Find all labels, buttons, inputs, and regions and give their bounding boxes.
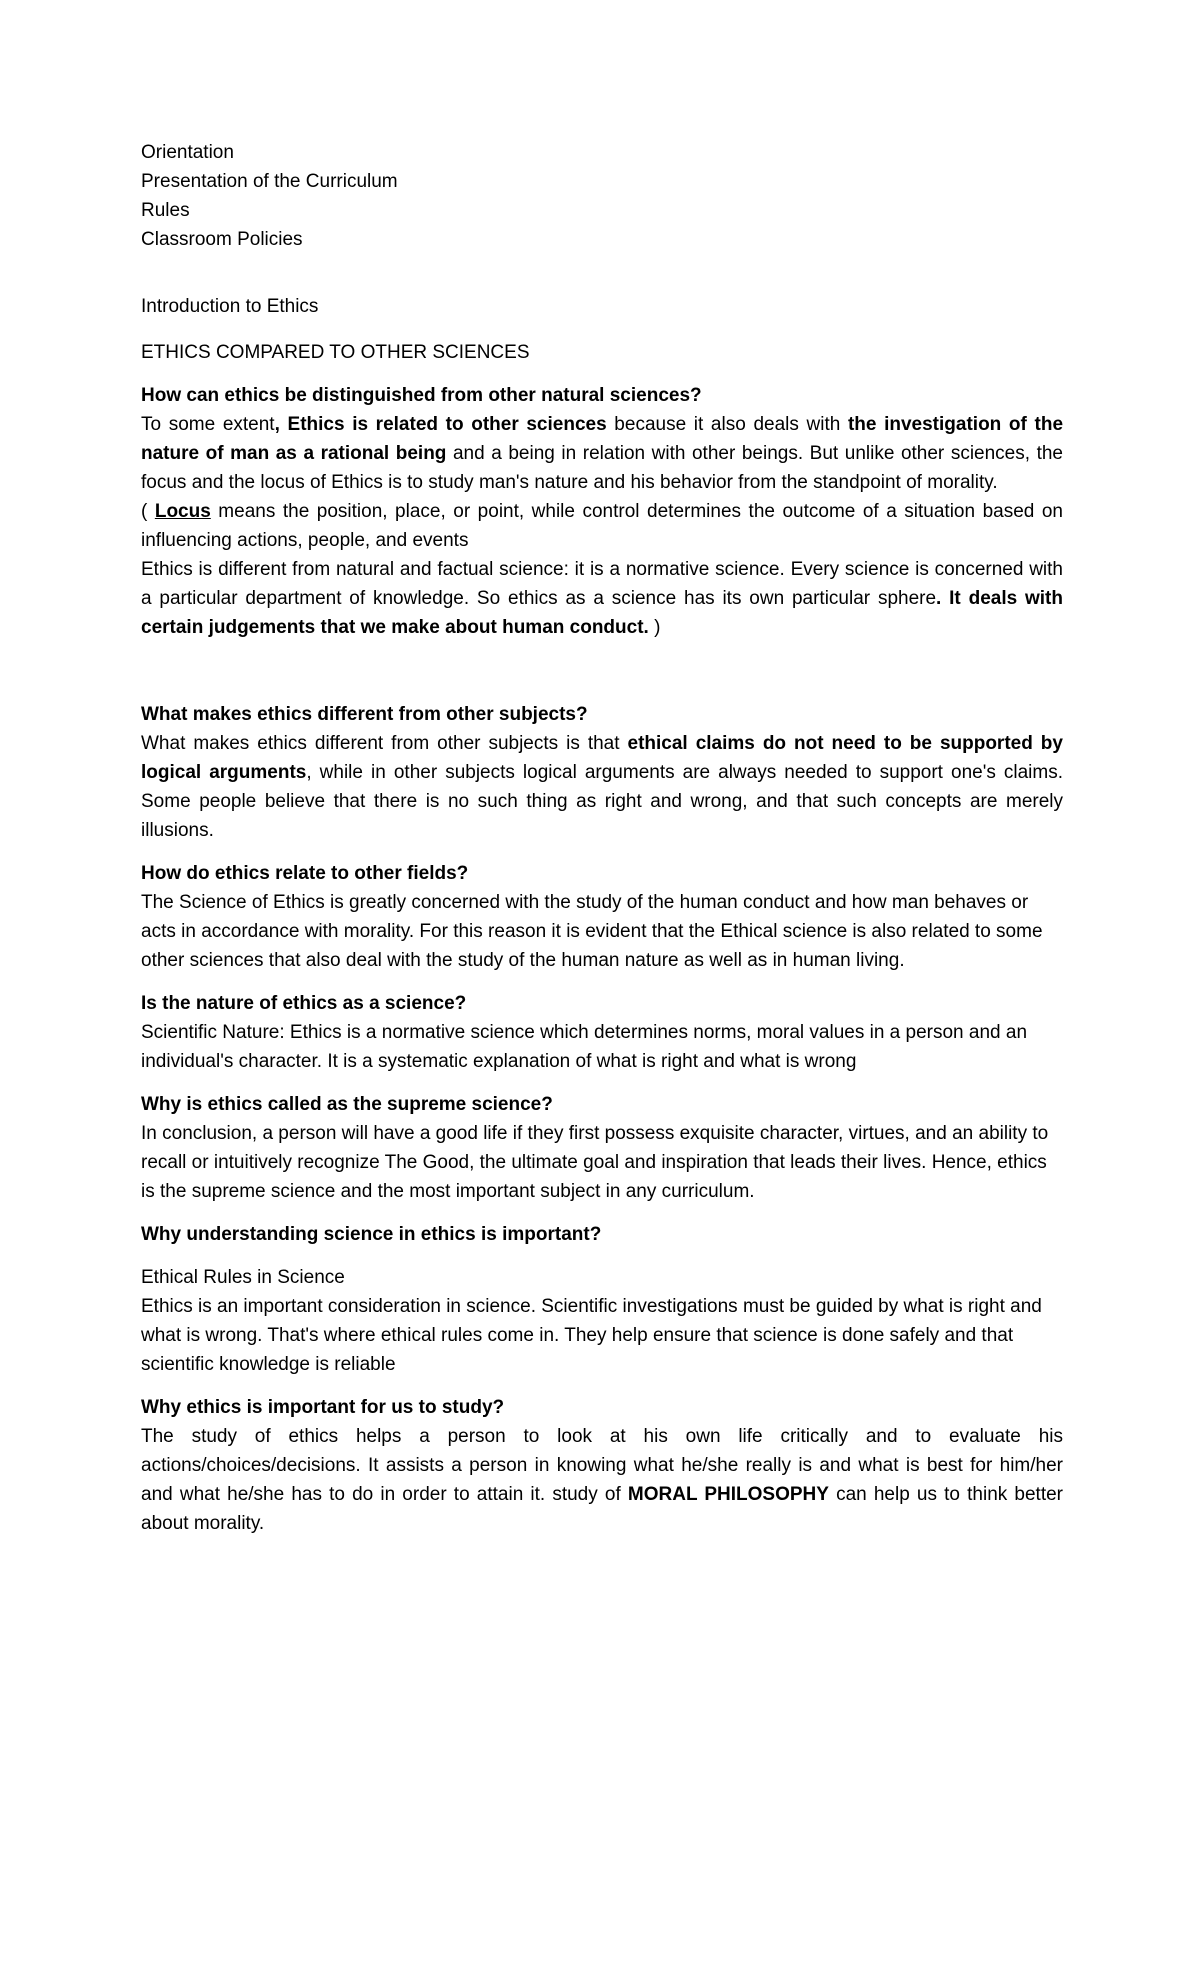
- paragraph: ( Locus means the position, place, or point, while control determines the outcome of a situation based on influencing actions, people, and events: [141, 501, 1063, 551]
- question-heading: Is the nature of ethics as a science?: [141, 993, 467, 1014]
- paragraph: Ethics is different from natural and factual science: it is a normative science. Every science is concerned with a particular department of knowledge. So ethics as a science has its own particular sphere. It deals with certain judgements that we make about human conduct. ): [141, 559, 1063, 638]
- paragraph: The Science of Ethics is greatly concerned with the study of the human conduct and how man behaves or acts in accordance with morality. For this reason it is evident that the Ethical science is also related to some other sciences that also deal with the study of the human nature as well as in human living.: [141, 892, 1043, 971]
- question-heading: Why understanding science in ethics is important?: [141, 1224, 602, 1245]
- outline-item-policies: Classroom Policies: [141, 229, 303, 250]
- paragraph: What makes ethics different from other subjects is that ethical claims do not need to be supported by logical arguments, while in other subjects logical arguments are always needed to support one's claims. Some people believe that there is no such thing as right and wrong, and that such concepts are merely illusions.: [141, 733, 1063, 841]
- section-title: ETHICS COMPARED TO OTHER SCIENCES: [141, 342, 530, 363]
- question-heading: How can ethics be distinguished from other natural sciences?: [141, 385, 702, 406]
- question-heading: How do ethics relate to other fields?: [141, 863, 469, 884]
- paragraph: Ethics is an important consideration in science. Scientific investigations must be guided by what is right and what is wrong. That's where ethical rules come in. They help ensure that science is done safely and that scientific knowledge is reliable: [141, 1296, 1042, 1375]
- subheading: Ethical Rules in Science: [141, 1267, 345, 1288]
- intro-title: Introduction to Ethics: [141, 296, 319, 317]
- question-heading: What makes ethics different from other subjects?: [141, 704, 588, 725]
- document-page: [141, 138, 1063, 1538]
- outline-item-orientation: Orientation: [141, 142, 234, 163]
- outline-item-curriculum: Presentation of the Curriculum: [141, 171, 398, 192]
- outline-list: [141, 138, 1063, 254]
- paragraph: In conclusion, a person will have a good life if they first possess exquisite character, virtues, and an ability to recall or intuitively recognize The Good, the ultimate goal and inspiration that leads their lives. Hence, ethics is the supreme science and the most important subject in any curriculum.: [141, 1123, 1049, 1202]
- paragraph: The study of ethics helps a person to look at his own life critically and to evaluate his actions/choices/decisions. It assists a person in knowing what he/she really is and what is best for him/her and what he/she has to do in order to attain it. study of MORAL PHILOSOPHY can help us to think better about morality.: [141, 1426, 1063, 1534]
- paragraph: Scientific Nature: Ethics is a normative science which determines norms, moral values in a person and an individual's character. It is a systematic explanation of what is right and what is wrong: [141, 1022, 1028, 1072]
- outline-item-rules: Rules: [141, 200, 190, 221]
- question-heading: Why ethics is important for us to study?: [141, 1397, 505, 1418]
- paragraph: To some extent, Ethics is related to other sciences because it also deals with the investigation of the nature of man as a rational being and a being in relation with other beings. But unlike other sciences, the focus and the locus of Ethics is to study man's nature and his behavior from the standpoint of morality.: [141, 414, 1064, 493]
- question-heading: Why is ethics called as the supreme science?: [141, 1094, 553, 1115]
